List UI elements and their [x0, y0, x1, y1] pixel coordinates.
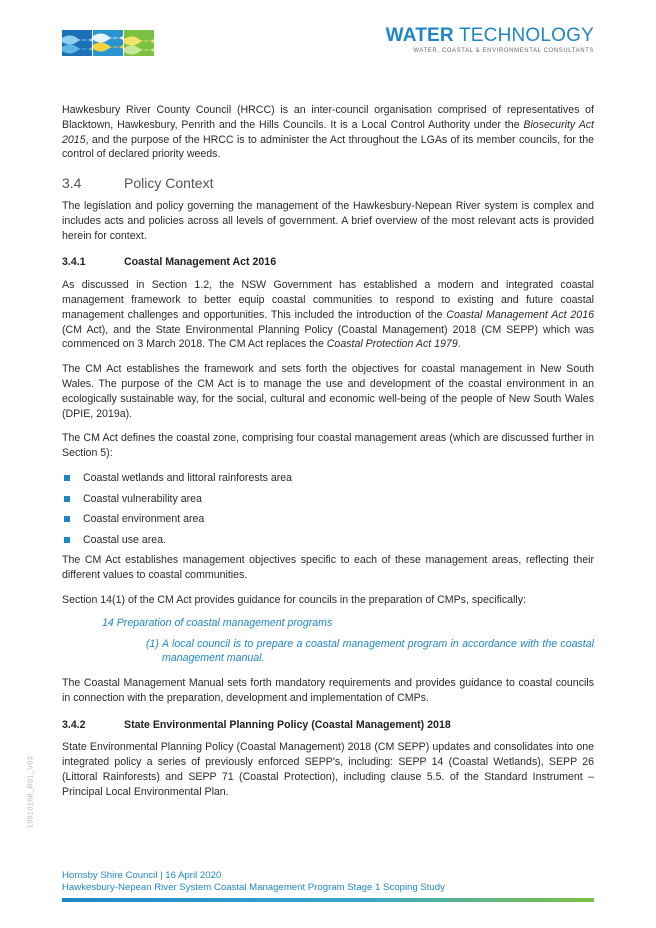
policy-context-paragraph: The legislation and policy governing the management of the Hawkesbury-Nepean River system is complex and includes acts and policies across all levels of government. A brief overview of the most relevant acts is provided herein for context. — [62, 199, 594, 242]
quote-clause: (1) A local council is to prepare a coastal management program in accordance with the coastal management manual. — [146, 637, 594, 665]
page-footer — [62, 870, 445, 893]
body-content — [62, 103, 594, 810]
list-item: Coastal vulnerability area — [62, 492, 594, 506]
brand-name: WATER TECHNOLOGY — [385, 25, 594, 46]
list-item: Coastal wetlands and littoral rainforests area — [62, 471, 594, 485]
brand-block — [386, 26, 594, 54]
footer-line-1: Hornsby Shire Council | 16 April 2020 — [62, 870, 222, 881]
section-heading-3-4-1: 3.4.1 Coastal Management Act 2016 — [62, 256, 277, 269]
bullet-square-icon — [64, 475, 70, 481]
footer-line-2: Hawkesbury-Nepean River System Coastal Management Program Stage 1 Scoping Study — [62, 881, 445, 893]
brand-tagline: WATER, COASTAL & ENVIRONMENTAL CONSULTANTS — [413, 48, 594, 54]
document-code: 19010166_R01_V03 — [27, 755, 35, 829]
coastal-areas-list — [62, 471, 594, 547]
footer-bar — [62, 898, 594, 902]
cm-sepp-paragraph: State Environmental Planning Policy (Coastal Management) 2018 (CM SEPP) updates and consolidates into one integrated policy a series of previously enforced SEPP's, including: SEPP 14 (Coastal Wetlands), SEPP 26 (Littoral Rainforests) and SEPP 71 (Coastal Protection), including clause 5.5. of the Standard Instrument – Principal Local Environmental Plan. — [62, 741, 594, 798]
cm-act-paragraph-1: As discussed in Section 1.2, the NSW Government has established a modern and integrated coastal management framework to better equip coastal communities to respond to existing and future coastal management challenges and opportunities. This included the introduction of the Coastal Management Act 2016 (CM Act), and the State Environmental Planning Policy (Coastal Management) 2018 (CM SEPP) which was commenced on 3 March 2018. The CM Act replaces the Coastal Protection Act 1979. — [62, 279, 594, 351]
cm-act-paragraph-2: The CM Act establishes the framework and sets forth the objectives for coastal management in New South Wales. The purpose of the CM Act is to manage the use and development of the coastal environment in an ecologically sustainable way, for the social, cultural and economic well-being of the people of New South Wales (DPIE, 2019a). — [62, 363, 594, 420]
list-item: Coastal environment area — [62, 512, 594, 526]
section-heading-3-4: 3.4 Policy Context — [62, 175, 214, 192]
intro-paragraph: Hawkesbury River County Council (HRCC) is an inter-council organisation comprised of representatives of Blacktown, Hawkesbury, Penrith and the Hills Councils. It is a Local Control Authority under the Biosecurity Act 2015, and the purpose of the HRCC is to administer the Act throughout the LGAs of its member councils, for the control of declared priority weeds. — [62, 104, 594, 161]
section-heading-3-4-2: 3.4.2 State Environmental Planning Policy (Coastal Management) 2018 — [62, 718, 451, 731]
cm-act-paragraph-6: The Coastal Management Manual sets forth mandatory requirements and provides guidance to coastal councils in connection with the preparation, development and implementation of CMPs. — [62, 677, 594, 704]
bullet-square-icon — [64, 496, 70, 502]
cm-act-paragraph-4: The CM Act establishes management objectives specific to each of these management areas, reflecting their different values to coastal communities. — [62, 554, 594, 582]
company-logo-icon — [62, 30, 154, 56]
bullet-square-icon — [64, 537, 70, 543]
quote-heading: 14 Preparation of coastal management programs — [102, 616, 333, 629]
bullet-square-icon — [64, 516, 70, 522]
cm-act-paragraph-5: Section 14(1) of the CM Act provides guidance for councils in the preparation of CMPs, specifically: — [62, 593, 526, 606]
cm-act-paragraph-3: The CM Act defines the coastal zone, comprising four coastal management areas (which are discussed further in Section 5): — [62, 432, 594, 460]
list-item: Coastal use area. — [62, 533, 594, 547]
